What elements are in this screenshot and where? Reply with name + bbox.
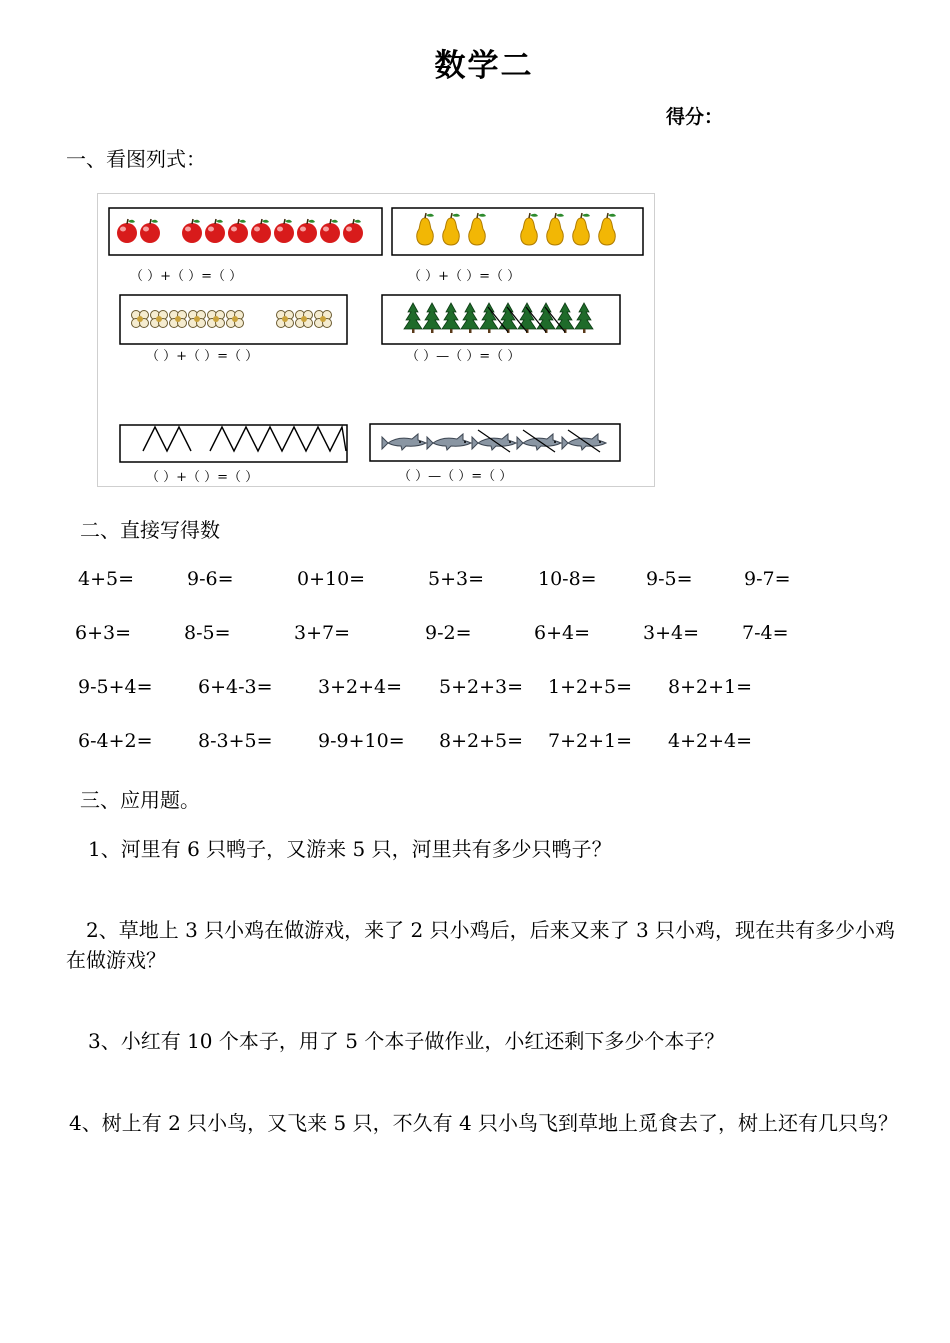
picture-panels: [98, 194, 656, 488]
calc-item: 9-9+10=: [318, 730, 405, 752]
question-2: 2、草地上 3 只小鸡在做游戏，来了 2 只小鸡后，后来又来了 3 只小鸡，现在共有多少小鸡在做游戏？: [66, 918, 896, 972]
page-title: 数学二: [434, 48, 534, 84]
calc-item: 9-6=: [187, 568, 234, 590]
calc-item: 7+2+1=: [548, 730, 633, 752]
calc-item: 1+2+5=: [548, 676, 633, 698]
section-1-heading: 一、看图列式：: [66, 147, 206, 171]
triangle-icon: [143, 427, 191, 451]
panel-1-equation: （ ）+（ ）=（ ）: [130, 269, 243, 284]
calc-item: 9-5+4=: [78, 676, 153, 698]
calc-item: 9-7=: [744, 568, 791, 590]
panel-2-equation: （ ）+（ ）=（ ）: [408, 269, 521, 284]
triangle-panel-frame: [120, 425, 347, 462]
calc-item: 4+5=: [78, 568, 135, 590]
calc-item: 10-8=: [538, 568, 597, 590]
calc-item: 3+7=: [294, 622, 351, 644]
triangle-icon: [210, 427, 346, 451]
calc-item: 5+2+3=: [439, 676, 524, 698]
calc-item: 0+10=: [297, 568, 366, 590]
question-3: 3、小红有 10 个本子，用了 5 个本子做作业，小红还剩下多少个本子？: [88, 1029, 725, 1053]
calc-item: 4+2+4=: [668, 730, 753, 752]
calc-item: 8-5=: [184, 622, 231, 644]
calc-item: 8+2+1=: [668, 676, 753, 698]
calc-item: 7-4=: [742, 622, 789, 644]
calc-item: 8+2+5=: [439, 730, 524, 752]
score-label: 得分：: [666, 106, 724, 128]
calc-item: 9-5=: [646, 568, 693, 590]
calc-item: 5+3=: [428, 568, 485, 590]
section-3-heading: 三、应用题。: [80, 788, 200, 812]
panel-3-equation: （ ）+（ ）=（ ）: [146, 349, 259, 364]
section-2-heading: 二、直接写得数: [80, 518, 220, 542]
calc-item: 3+2+4=: [318, 676, 403, 698]
calc-item: 6+4=: [534, 622, 591, 644]
calc-item: 6+4-3=: [198, 676, 273, 698]
question-1: 1、河里有 6 只鸭子，又游来 5 只，河里共有多少只鸭子？: [88, 837, 612, 861]
picture-equation-figure: [97, 193, 655, 487]
question-4: 4、树上有 2 只小鸟，又飞来 5 只，不久有 4 只小鸟飞到草地上觅食去了，树上还有几只鸟？: [69, 1111, 899, 1135]
calc-item: 6-4+2=: [78, 730, 153, 752]
calc-item: 6+3=: [75, 622, 132, 644]
calc-item: 9-2=: [425, 622, 472, 644]
panel-5-equation: （ ）+（ ）=（ ）: [146, 470, 259, 485]
calc-item: 8-3+5=: [198, 730, 273, 752]
panel-4-equation: （ ）—（ ）=（ ）: [406, 349, 521, 364]
panel-6-equation: （ ）—（ ）=（ ）: [398, 469, 513, 484]
calc-item: 3+4=: [643, 622, 700, 644]
